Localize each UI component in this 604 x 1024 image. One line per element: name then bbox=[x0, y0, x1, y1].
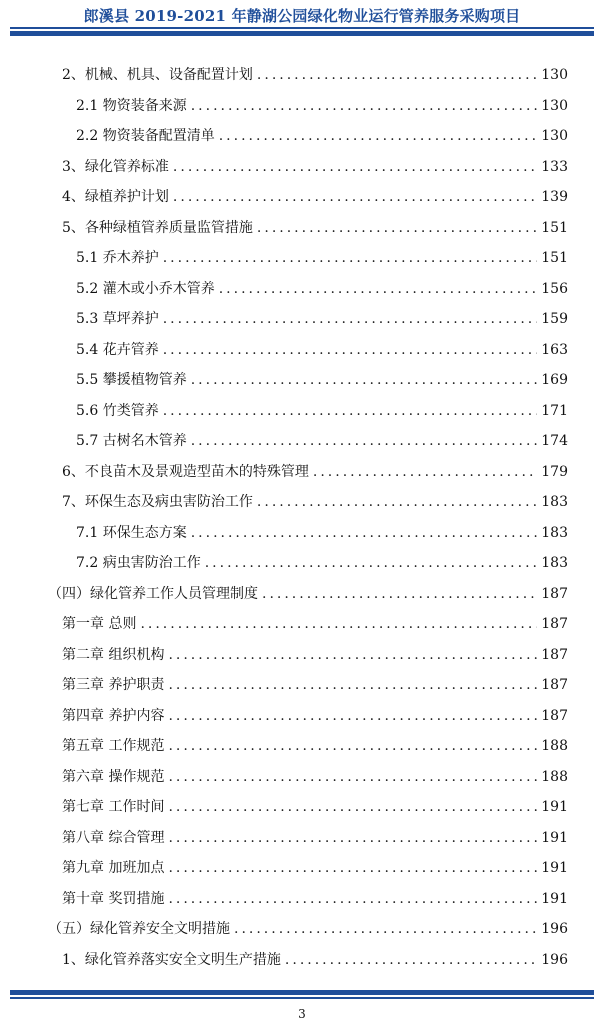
toc-entry-page: 130 bbox=[541, 97, 568, 114]
toc-dot-leader bbox=[168, 707, 537, 725]
toc-entry-page: 188 bbox=[541, 738, 568, 754]
toc-entry[interactable] bbox=[76, 518, 568, 542]
toc-entry[interactable] bbox=[62, 792, 568, 816]
toc-entry-label: 5.3 草坪养护 bbox=[76, 311, 159, 327]
toc-dot-leader bbox=[173, 188, 537, 206]
toc-entry[interactable] bbox=[62, 640, 568, 664]
toc-entry[interactable] bbox=[62, 945, 568, 969]
toc-entry-page: 187 bbox=[541, 646, 568, 663]
toc-entry-page: 133 bbox=[541, 158, 568, 175]
toc-dot-leader bbox=[168, 829, 537, 847]
toc-entry-page: 169 bbox=[541, 372, 568, 388]
toc-entry-label: 5.6 竹类管养 bbox=[76, 402, 159, 419]
toc-dot-leader bbox=[168, 768, 537, 786]
toc-entry-label: （五）绿化管养安全文明措施 bbox=[48, 921, 230, 937]
toc-entry-label: 7.1 环保生态方案 bbox=[76, 524, 187, 541]
toc-entry[interactable] bbox=[76, 426, 568, 450]
toc-entry-label: 6、不良苗木及景观造型苗木的特殊管理 bbox=[62, 463, 309, 480]
toc-entry-page: 196 bbox=[541, 951, 568, 968]
toc-entry[interactable] bbox=[76, 548, 568, 572]
toc-entry[interactable] bbox=[76, 365, 568, 389]
toc-entry-label: 5.2 灌木或小乔木管养 bbox=[76, 280, 215, 297]
toc-entry[interactable] bbox=[62, 213, 568, 237]
toc-dot-leader bbox=[191, 524, 538, 542]
toc-entry-page: 191 bbox=[541, 799, 568, 815]
toc-dot-leader bbox=[205, 554, 538, 572]
toc-entry-label: 2.1 物资装备来源 bbox=[76, 97, 187, 114]
footer-rule-thin bbox=[10, 997, 594, 999]
toc-entry-page: 183 bbox=[541, 555, 568, 571]
toc-entry-page: 179 bbox=[541, 463, 568, 480]
toc-entry-label: 第一章 总则 bbox=[62, 616, 137, 632]
toc-entry-label: 7.2 病虫害防治工作 bbox=[76, 555, 201, 571]
header-title: 郎溪县 2019-2021 年静湖公园绿化物业运行管养服务采购项目 bbox=[83, 7, 521, 25]
toc-entry-page: 151 bbox=[541, 250, 568, 266]
header-rule-thick bbox=[10, 31, 594, 36]
toc-entry-page: 156 bbox=[541, 280, 568, 297]
page-header bbox=[0, 0, 604, 42]
toc-entry[interactable] bbox=[62, 701, 568, 725]
toc-dot-leader bbox=[168, 798, 537, 816]
toc-dot-leader bbox=[191, 97, 538, 115]
toc-dot-leader bbox=[257, 219, 537, 237]
toc-entry-page: 196 bbox=[541, 921, 568, 937]
toc-dot-leader bbox=[257, 66, 537, 84]
toc-dot-leader bbox=[168, 890, 537, 908]
toc-entry-label: 1、绿化管养落实安全文明生产措施 bbox=[62, 951, 281, 968]
footer-rules bbox=[0, 990, 604, 1002]
toc-dot-leader bbox=[168, 737, 537, 755]
toc-entry[interactable] bbox=[62, 823, 568, 847]
toc-entry-page: 171 bbox=[541, 402, 568, 419]
footer-rule-thick bbox=[10, 990, 594, 995]
toc-entry-page: 183 bbox=[541, 494, 568, 510]
toc-entry-page: 188 bbox=[541, 768, 568, 785]
toc-dot-leader bbox=[163, 249, 538, 267]
toc-entry[interactable] bbox=[62, 731, 568, 755]
toc-entry-page: 183 bbox=[541, 524, 568, 541]
toc-dot-leader bbox=[313, 463, 537, 481]
toc-entry-page: 130 bbox=[541, 128, 568, 144]
toc-entry-label: 第八章 综合管理 bbox=[62, 829, 165, 846]
toc-entry-page: 139 bbox=[541, 189, 568, 205]
toc-entry-page: 130 bbox=[541, 67, 568, 83]
toc-entry-label: 第六章 操作规范 bbox=[62, 768, 165, 785]
toc-entry[interactable] bbox=[76, 91, 568, 115]
toc-entry[interactable] bbox=[62, 609, 568, 633]
toc-dot-leader bbox=[219, 127, 538, 145]
toc-entry-page: 187 bbox=[541, 707, 568, 724]
toc-entry-label: 第二章 组织机构 bbox=[62, 646, 165, 663]
toc-entry-label: （四）绿化管养工作人员管理制度 bbox=[48, 585, 258, 602]
toc-entry-page: 191 bbox=[541, 890, 568, 907]
toc-entry-page: 187 bbox=[541, 677, 568, 693]
toc-entry-label: 3、绿化管养标准 bbox=[62, 158, 169, 175]
toc-entry-label: 5.7 古树名木管养 bbox=[76, 433, 187, 449]
toc-entry-label: 2、机械、机具、设备配置计划 bbox=[62, 67, 253, 83]
toc-entry-label: 5.4 花卉管养 bbox=[76, 341, 159, 358]
toc-dot-leader bbox=[285, 951, 537, 969]
toc-entry-label: 4、绿植养护计划 bbox=[62, 189, 169, 205]
toc-entry-label: 7、环保生态及病虫害防治工作 bbox=[62, 494, 253, 510]
toc-entry-page: 191 bbox=[541, 829, 568, 846]
toc-dot-leader bbox=[234, 920, 537, 938]
toc-entry-page: 187 bbox=[541, 585, 568, 602]
header-rule-thin bbox=[10, 27, 594, 29]
toc-entry[interactable] bbox=[62, 60, 568, 84]
toc-dot-leader bbox=[163, 402, 538, 420]
toc-dot-leader bbox=[191, 371, 538, 389]
toc-entry-page: 174 bbox=[541, 433, 568, 449]
toc-entry-label: 5.1 乔木养护 bbox=[76, 250, 159, 266]
toc-entry-label: 第十章 奖罚措施 bbox=[62, 890, 165, 907]
toc-entry-label: 5、各种绿植管养质量监管措施 bbox=[62, 219, 253, 236]
toc-entry[interactable] bbox=[62, 487, 568, 511]
toc-entry[interactable] bbox=[48, 914, 568, 938]
toc-dot-leader bbox=[168, 676, 537, 694]
toc-entry[interactable] bbox=[62, 884, 568, 908]
toc-entry[interactable] bbox=[62, 762, 568, 786]
toc-entry-page: 163 bbox=[541, 341, 568, 358]
toc-entry[interactable] bbox=[76, 304, 568, 328]
toc-entry-label: 5.5 攀援植物管养 bbox=[76, 372, 187, 388]
toc-entry[interactable] bbox=[62, 853, 568, 877]
toc-entry[interactable] bbox=[62, 182, 568, 206]
toc-entry[interactable] bbox=[76, 121, 568, 145]
toc-dot-leader bbox=[168, 859, 537, 877]
toc-entry[interactable] bbox=[62, 152, 568, 176]
toc-entry[interactable] bbox=[76, 243, 568, 267]
toc-dot-leader bbox=[163, 310, 538, 328]
toc-entry-page: 191 bbox=[541, 860, 568, 876]
toc-dot-leader bbox=[191, 432, 538, 450]
page-number: 3 bbox=[298, 1007, 306, 1021]
toc-entry[interactable] bbox=[48, 579, 568, 603]
toc-dot-leader bbox=[262, 585, 537, 603]
toc-dot-leader bbox=[257, 493, 537, 511]
toc-dot-leader bbox=[219, 280, 538, 298]
toc-entry[interactable] bbox=[76, 396, 568, 420]
toc-entry-label: 第五章 工作规范 bbox=[62, 738, 165, 754]
toc-entry[interactable] bbox=[76, 335, 568, 359]
toc-entry-label: 2.2 物资装备配置清单 bbox=[76, 128, 215, 144]
toc-entry-label: 第九章 加班加点 bbox=[62, 860, 165, 876]
toc-entry-page: 151 bbox=[541, 219, 568, 236]
toc-entry[interactable] bbox=[76, 274, 568, 298]
toc-entry-label: 第四章 养护内容 bbox=[62, 707, 165, 724]
toc-entry-label: 第七章 工作时间 bbox=[62, 799, 165, 815]
toc-dot-leader bbox=[140, 615, 537, 633]
toc-dot-leader bbox=[173, 158, 537, 176]
toc-entry-page: 187 bbox=[541, 616, 568, 632]
toc-entry-page: 159 bbox=[541, 311, 568, 327]
toc-dot-leader bbox=[168, 646, 537, 664]
toc-entry[interactable] bbox=[62, 457, 568, 481]
toc-entry-label: 第三章 养护职责 bbox=[62, 677, 165, 693]
toc-entry[interactable] bbox=[62, 670, 568, 694]
toc-dot-leader bbox=[163, 341, 538, 359]
